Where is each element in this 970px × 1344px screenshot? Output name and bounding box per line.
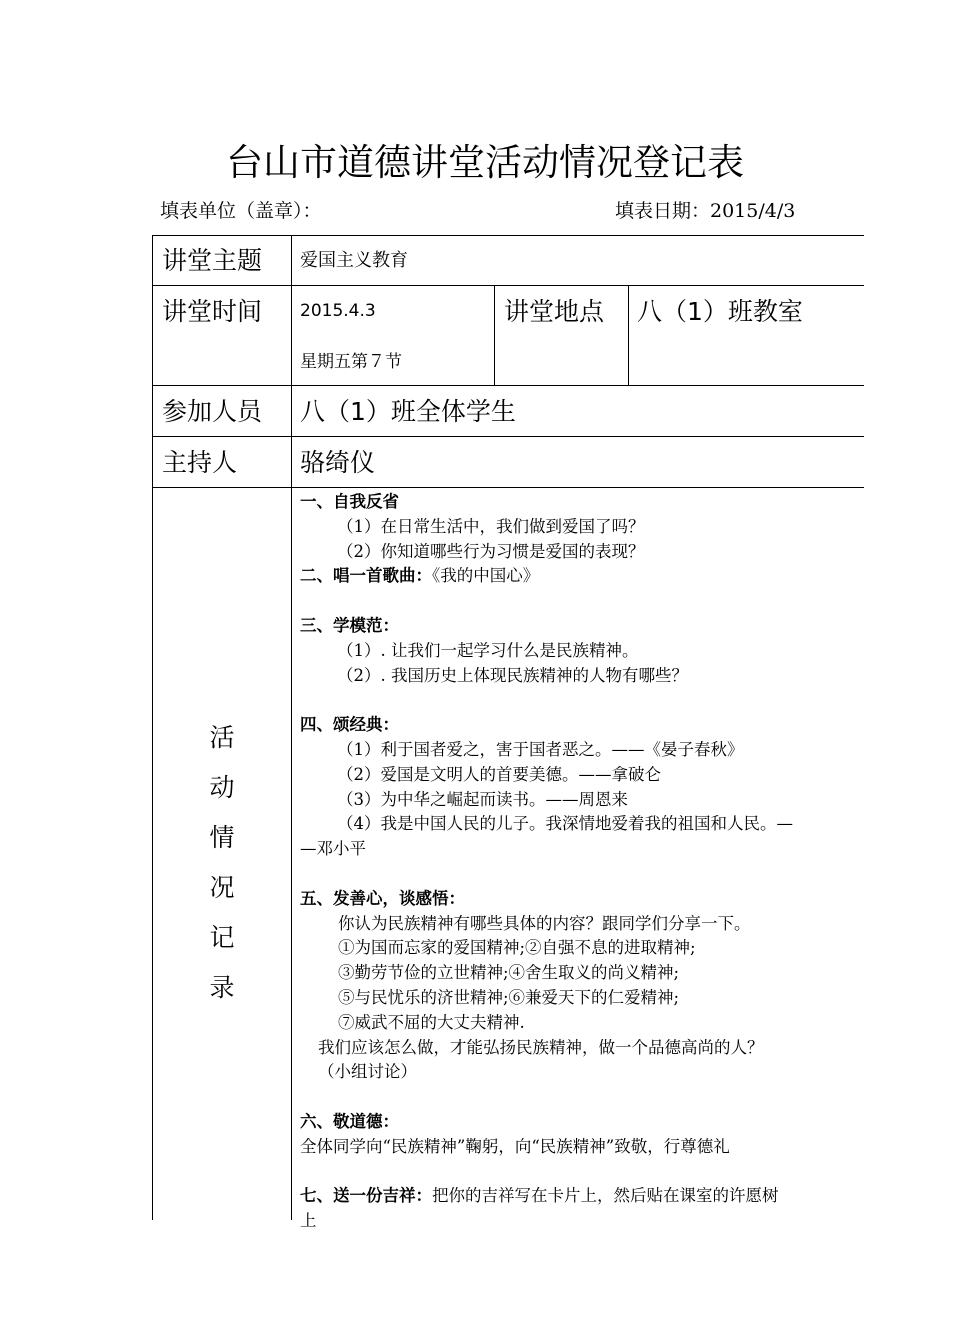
section-heading: 三、学模范： bbox=[300, 615, 399, 635]
fill-unit-label: 填表单位（盖章）： bbox=[160, 200, 322, 222]
content-line: （3）为中华之崛起而读书。——周恩来 bbox=[337, 789, 628, 809]
content-line: （2）. 我国历史上体现民族精神的人物有哪些？ bbox=[337, 665, 688, 685]
section-heading: 七、送一份吉祥： bbox=[300, 1186, 432, 1206]
section-heading: 四、颂经典： bbox=[300, 715, 399, 735]
content-line: 把你的吉祥写在卡片上，然后贴在课室的许愿树 bbox=[432, 1186, 779, 1206]
place-label: 讲堂地点 bbox=[504, 297, 605, 326]
time-label: 讲堂时间 bbox=[162, 297, 263, 326]
place-value: 八（1）班教室 bbox=[637, 297, 803, 326]
host-label: 主持人 bbox=[162, 448, 238, 477]
content-line: （2）爱国是文明人的首要美德。——拿破仑 bbox=[337, 764, 661, 784]
content-line: ③勤劳节俭的立世精神;④舍生取义的尚义精神; bbox=[338, 963, 680, 983]
form-title: 台山市道德讲堂活动情况登记表 bbox=[226, 141, 744, 184]
table-line bbox=[152, 235, 864, 236]
content-line: 全体同学向“民族精神”鞠躬，向“民族精神”致敬，行尊德礼 bbox=[300, 1136, 730, 1156]
table-line bbox=[494, 285, 495, 385]
content-line: （4）我是中国人民的儿子。我深情地爱着我的祖国和人民。— bbox=[337, 814, 793, 834]
record-label-char: 动 bbox=[209, 773, 235, 802]
content-line: 《我的中国心》 bbox=[432, 566, 540, 586]
participants-value: 八（1）班全体学生 bbox=[300, 397, 516, 426]
topic-value: 爱国主义教育 bbox=[300, 250, 408, 271]
table-line bbox=[152, 385, 864, 386]
host-value: 骆绮仪 bbox=[300, 448, 376, 477]
table-line bbox=[628, 285, 629, 385]
section-heading: 五、发善心，谈感悟： bbox=[300, 888, 465, 908]
record-label-char: 况 bbox=[209, 873, 235, 902]
record-label-char: 录 bbox=[209, 973, 235, 1002]
content-line: —邓小平 bbox=[300, 839, 366, 859]
content-line: ①为国而忘家的爱国精神;②自强不息的进取精神; bbox=[338, 938, 696, 958]
content-line: 我们应该怎么做，才能弘扬民族精神，做一个品德高尚的人？ bbox=[318, 1037, 764, 1057]
table-line bbox=[152, 436, 864, 437]
table-line bbox=[152, 487, 864, 488]
time-period: 星期五第７节 bbox=[300, 352, 402, 372]
content-line: （1）利于国者爱之，害于国者恶之。——《晏子春秋》 bbox=[337, 739, 744, 759]
participants-label: 参加人员 bbox=[162, 397, 263, 426]
fill-date-label: 填表日期：2015/4/3 bbox=[615, 200, 796, 222]
topic-label: 讲堂主题 bbox=[162, 246, 263, 275]
content-line: （小组讨论） bbox=[318, 1062, 417, 1082]
activity-record-content bbox=[300, 490, 864, 1231]
content-line: （2）你知道哪些行为习惯是爱国的表现？ bbox=[337, 541, 645, 561]
section-heading: 六、敬道德： bbox=[300, 1111, 399, 1131]
content-line: 上 bbox=[300, 1211, 317, 1231]
record-label bbox=[152, 713, 292, 1013]
content-line: （1）在日常生活中，我们做到爱国了吗？ bbox=[337, 516, 645, 536]
content-line: （1）. 让我们一起学习什么是民族精神。 bbox=[337, 640, 639, 660]
content-line: 你认为民族精神有哪些具体的内容？跟同学们分享一下。 bbox=[338, 913, 751, 933]
content-line: ⑤与民忧乐的济世精神;⑥兼爱天下的仁爱精神; bbox=[338, 987, 680, 1007]
content-line: ⑦威武不屈的大丈夫精神. bbox=[338, 1012, 525, 1032]
time-date: 2015.4.3 bbox=[300, 301, 376, 321]
record-label-char: 情 bbox=[209, 823, 235, 852]
record-label-char: 记 bbox=[209, 923, 235, 952]
section-heading: 二、唱一首歌曲： bbox=[300, 566, 432, 586]
section-heading: 一、自我反省 bbox=[300, 492, 399, 511]
table-line bbox=[152, 285, 864, 286]
record-label-char: 活 bbox=[209, 723, 235, 752]
